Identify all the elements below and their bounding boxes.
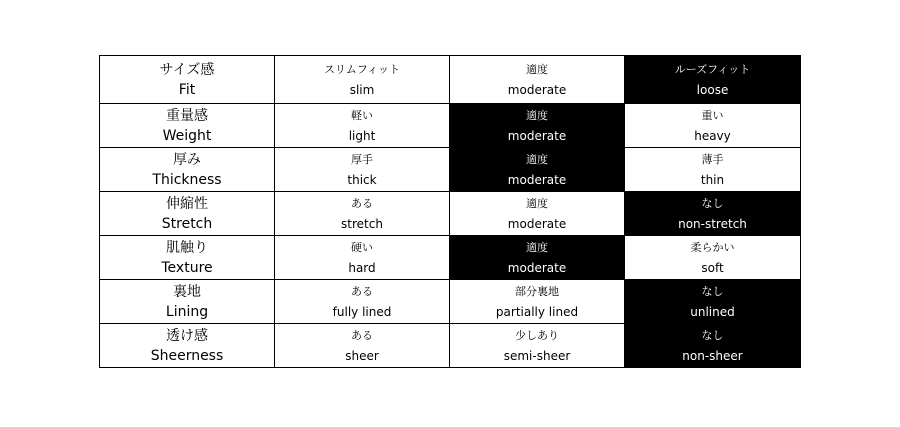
rating-label-jp: なし: [701, 328, 724, 342]
attribute-label-jp: 裏地: [173, 283, 201, 300]
attribute-label-jp: 厚み: [173, 151, 201, 168]
rating-label-en: non-sheer: [682, 348, 743, 363]
rating-label-jp: 適度: [526, 240, 548, 254]
table-row: [100, 280, 801, 324]
rating-label-jp: 適度: [526, 62, 548, 76]
rating-cell: [450, 192, 625, 236]
rating-label-en: thin: [700, 172, 725, 187]
rating-label-en: moderate: [507, 172, 567, 187]
rating-label-en: non-stretch: [678, 216, 747, 231]
rating-label-jp: 柔らかい: [690, 240, 735, 254]
attribute-label-cell: [100, 104, 275, 148]
rating-cell: [625, 236, 801, 280]
rating-cell-selected: [450, 236, 625, 280]
attribute-label-cell: [100, 56, 275, 104]
rating-label-en: heavy: [694, 128, 731, 143]
attribute-label-cell: [100, 148, 275, 192]
rating-label-jp: なし: [701, 284, 724, 298]
rating-label-en: moderate: [507, 260, 567, 275]
table-row: [100, 104, 801, 148]
rating-cell: [275, 56, 450, 104]
attribute-label-en: Texture: [161, 259, 213, 276]
rating-label-en: slim: [349, 82, 375, 97]
table-row: [100, 236, 801, 280]
rating-label-en: stretch: [341, 216, 383, 231]
rating-label-en: semi-sheer: [503, 348, 571, 363]
rating-cell: [275, 104, 450, 148]
product-spec-table: [99, 55, 801, 368]
rating-label-en: partially lined: [495, 304, 579, 319]
rating-cell: [275, 192, 450, 236]
rating-label-jp: 適度: [526, 152, 548, 166]
attribute-label-jp: サイズ感: [159, 61, 215, 78]
attribute-label-en: Lining: [165, 303, 209, 320]
rating-label-en: moderate: [507, 82, 567, 97]
attribute-label-cell: [100, 324, 275, 368]
attribute-label-en: Weight: [162, 127, 212, 144]
rating-cell-selected: [625, 324, 801, 368]
rating-cell-selected: [625, 192, 801, 236]
rating-label-jp: ある: [351, 328, 373, 342]
rating-cell: [450, 56, 625, 104]
rating-cell: [625, 148, 801, 192]
rating-cell: [275, 280, 450, 324]
rating-cell-selected: [625, 280, 801, 324]
table-row: [100, 148, 801, 192]
rating-cell: [275, 324, 450, 368]
rating-label-en: moderate: [507, 128, 567, 143]
rating-label-en: soft: [701, 260, 724, 275]
rating-label-jp: ある: [351, 284, 373, 298]
rating-cell: [275, 148, 450, 192]
rating-cell: [625, 104, 801, 148]
rating-label-jp: 適度: [526, 196, 548, 210]
attribute-label-en: Stretch: [161, 215, 213, 232]
rating-label-en: moderate: [507, 216, 567, 231]
attribute-label-cell: [100, 280, 275, 324]
rating-label-jp: 部分裏地: [515, 284, 559, 298]
rating-cell-selected: [450, 104, 625, 148]
attribute-label-jp: 肌触り: [166, 239, 208, 256]
rating-label-jp: 厚手: [351, 152, 373, 166]
attribute-label-jp: 透け感: [166, 327, 208, 344]
attribute-label-en: Fit: [178, 81, 196, 98]
rating-label-jp: なし: [701, 196, 724, 210]
rating-label-en: unlined: [690, 304, 735, 319]
rating-cell-selected: [625, 56, 801, 104]
rating-label-jp: 軽い: [351, 108, 373, 122]
rating-label-en: hard: [348, 260, 376, 275]
rating-label-jp: 薄手: [701, 152, 724, 166]
rating-cell: [450, 324, 625, 368]
attribute-label-en: Sheerness: [150, 347, 224, 364]
rating-label-en: fully lined: [332, 304, 392, 319]
rating-label-jp: ルーズフィット: [674, 62, 751, 76]
rating-label-jp: スリムフィット: [323, 62, 401, 76]
rating-label-jp: 硬い: [351, 240, 373, 254]
table-row: [100, 192, 801, 236]
table-row: [100, 56, 801, 104]
rating-label-en: loose: [696, 82, 729, 97]
rating-label-en: sheer: [345, 348, 379, 363]
attribute-label-jp: 重量感: [166, 107, 208, 124]
rating-label-jp: 適度: [526, 108, 548, 122]
rating-label-en: thick: [347, 172, 377, 187]
rating-label-en: light: [348, 128, 376, 143]
attribute-label-cell: [100, 192, 275, 236]
table-row: [100, 324, 801, 368]
attribute-label-jp: 伸縮性: [166, 195, 208, 212]
rating-cell: [450, 280, 625, 324]
attribute-label-cell: [100, 236, 275, 280]
rating-cell: [275, 236, 450, 280]
attribute-label-en: Thickness: [152, 171, 222, 188]
rating-label-jp: 少しあり: [515, 328, 559, 342]
rating-cell-selected: [450, 148, 625, 192]
rating-label-jp: ある: [351, 196, 373, 210]
rating-label-jp: 重い: [701, 108, 724, 122]
